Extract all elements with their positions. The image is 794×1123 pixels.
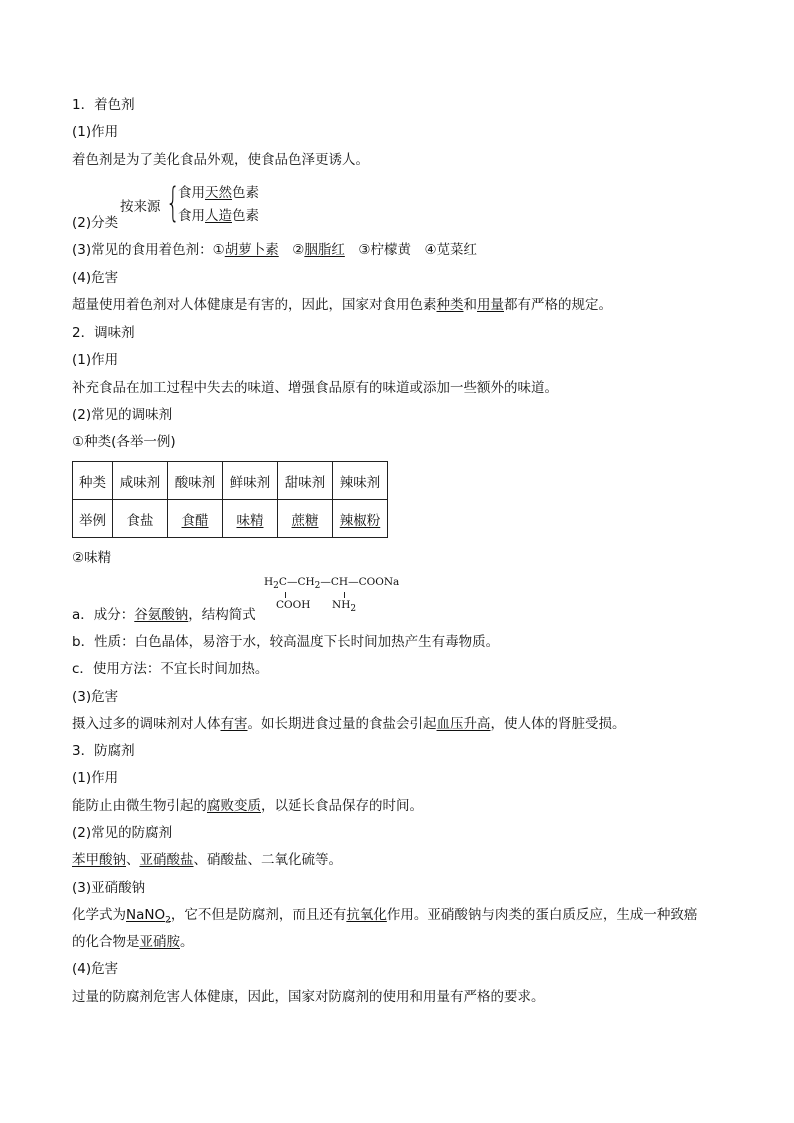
s1-common-colorants: (3)常见的食用着色剂：①胡萝卜素 ②胭脂红 ③柠檬黄 ④苋菜红 xyxy=(72,242,478,258)
table-cell: 食醋 xyxy=(168,500,223,538)
table-cell: 咸味剂 xyxy=(113,462,168,500)
s2-usage-method: c．使用方法：不宜长时间加热。 xyxy=(72,661,269,677)
s3-nitrite-text-2: 的化合物是亚硝胺。 xyxy=(72,934,194,950)
s2-harm-heading: (3)危害 xyxy=(72,689,119,705)
s3-harm-text: 过量的防腐剂危害人体健康，因此，国家对防腐剂的使用和用量有严格的要求。 xyxy=(72,989,545,1005)
table-cell: 食盐 xyxy=(113,500,168,538)
section-1-heading: 1．着色剂 xyxy=(72,97,135,113)
s2-usage-text: 补充食品在加工过程中失去的味道、增强食品原有的味道或添加一些额外的味道。 xyxy=(72,380,558,396)
s2-property: b．性质：白色晶体，易溶于水，较高温度下长时间加热产生有毒物质。 xyxy=(72,634,500,650)
formula-nh2: $NH_2$ xyxy=(332,599,357,615)
table-cell: 举例 xyxy=(73,500,113,538)
table-cell: 味精 xyxy=(223,500,278,538)
s3-common-heading: (2)常见的防腐剂 xyxy=(72,825,173,841)
s2-component: a．成分：谷氨酸钠，结构简式 xyxy=(72,607,256,623)
s3-nitrite-heading: (3)亚硝酸钠 xyxy=(72,880,146,896)
table-header-row xyxy=(73,462,388,500)
formula-cooh: COOH xyxy=(276,599,311,612)
s3-harm-heading: (4)危害 xyxy=(72,961,119,977)
s2-kinds-heading: ①种类(各举一例) xyxy=(72,434,176,450)
s1-harm-text: 超量使用着色剂对人体健康是有害的，因此，国家对食用色素种类和用量都有严格的规定。 xyxy=(72,297,612,313)
s3-usage-text: 能防止由微生物引起的腐败变质，以延长食品保存的时间。 xyxy=(72,798,423,814)
curly-brace: { xyxy=(166,180,180,226)
brace-item-artificial: 食用人造色素 xyxy=(178,208,259,224)
table-cell: 甜味剂 xyxy=(278,462,333,500)
s2-harm-text: 摄入过多的调味剂对人体有害。如长期进食过量的食盐会引起血压升高，使人体的肾脏受损。 xyxy=(72,716,626,732)
table-cell: 鲜味剂 xyxy=(223,462,278,500)
s1-harm-heading: (4)危害 xyxy=(72,270,119,286)
brace-item-natural: 食用天然色素 xyxy=(178,185,259,201)
formula-top: $H_2C—CH_2—CH—COONa$ xyxy=(264,576,400,592)
brace-label: 按来源 xyxy=(120,199,161,215)
s2-common-heading: (2)常见的调味剂 xyxy=(72,407,173,423)
s1-usage-text: 着色剂是为了美化食品外观，使食品色泽更诱人。 xyxy=(72,152,369,168)
table-cell: 蔗糖 xyxy=(278,500,333,538)
s2-usage-heading: (1)作用 xyxy=(72,352,119,368)
section-3-heading: 3．防腐剂 xyxy=(72,743,135,759)
s2-msg-heading: ②味精 xyxy=(72,550,112,566)
s1-classification-heading: (2)分类 xyxy=(72,215,119,231)
table-cell: 辣椒粉 xyxy=(333,500,388,538)
section-2-heading: 2．调味剂 xyxy=(72,325,135,341)
structural-formula xyxy=(264,576,400,615)
seasoning-table xyxy=(72,461,388,538)
table-cell: 酸味剂 xyxy=(168,462,223,500)
s3-usage-heading: (1)作用 xyxy=(72,770,119,786)
table-row xyxy=(73,500,388,538)
s3-nitrite-text: 化学式为NaNO$_2$，它不但是防腐剂，而且还有抗氧化作用。亚硝酸钠与肉类的蛋白质反应，生成一种致癌 xyxy=(72,907,698,926)
table-cell: 种类 xyxy=(73,462,113,500)
s3-common-text: 苯甲酸钠、亚硝酸盐、硝酸盐、二氧化硫等。 xyxy=(72,852,342,868)
table-cell: 辣味剂 xyxy=(333,462,388,500)
s1-usage-heading: (1)作用 xyxy=(72,124,119,140)
